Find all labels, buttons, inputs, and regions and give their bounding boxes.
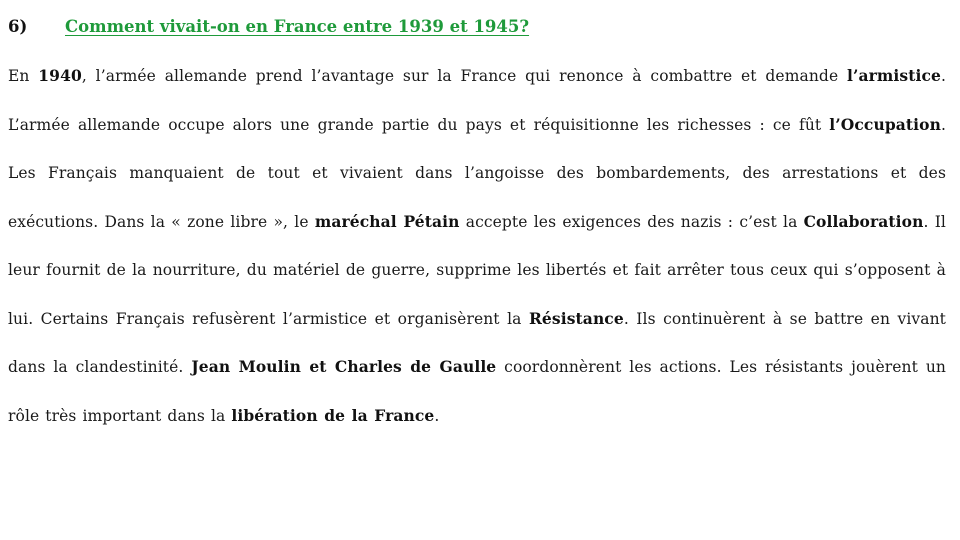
text-segment: . Ils continuèrent à se battre en vivant dans la clandestinité. <box>8 309 947 376</box>
text-segment: En <box>8 67 39 85</box>
keyword-liberation: libération de la France <box>231 405 435 425</box>
keyword-moulin-de-gaulle: Jean Moulin et Charles de Gaulle <box>191 357 497 376</box>
text-segment: . L’armée allemande occupe alors une grande partie du pays et réquisitionne les richesses : ce fût <box>8 67 947 134</box>
heading-number: 6) <box>8 16 28 36</box>
text-segment: accepte les exigences des nazis : c’est la <box>459 212 804 231</box>
keyword-armistice: l’armistice <box>847 66 941 85</box>
text-segment: coordonnèrent les actions. Les résistants jouèrent un rôle très important dans la <box>8 358 947 425</box>
keyword-1940: 1940 <box>38 66 82 85</box>
text-segment: . <box>434 406 440 425</box>
text-segment: , l’armée allemande prend l’avantage sur la France qui renonce à combattre et demande <box>81 67 848 85</box>
section-heading <box>8 10 529 42</box>
body-paragraph <box>8 52 946 440</box>
keyword-marechal-petain: maréchal Pétain <box>314 211 460 231</box>
keyword-occupation: l’Occupation <box>829 114 941 134</box>
heading-title: Comment vivait-on en France entre 1939 et 1945? <box>65 16 530 36</box>
keyword-resistance: Résistance <box>528 308 624 328</box>
keyword-collaboration: Collaboration <box>803 211 924 231</box>
text-segment: . Il leur fournit de la nourriture, du matériel de guerre, supprime les libertés et fait arrêter tous ceux qui s’opposent à lui. Certains Français refusèrent l’armistice et organisèrent la <box>8 212 946 328</box>
text-segment: . Les Français manquaient de tout et vivaient dans l’angoisse des bombardements, des arrestations et des exécutions. Dans la « zone libre », le <box>8 115 946 231</box>
